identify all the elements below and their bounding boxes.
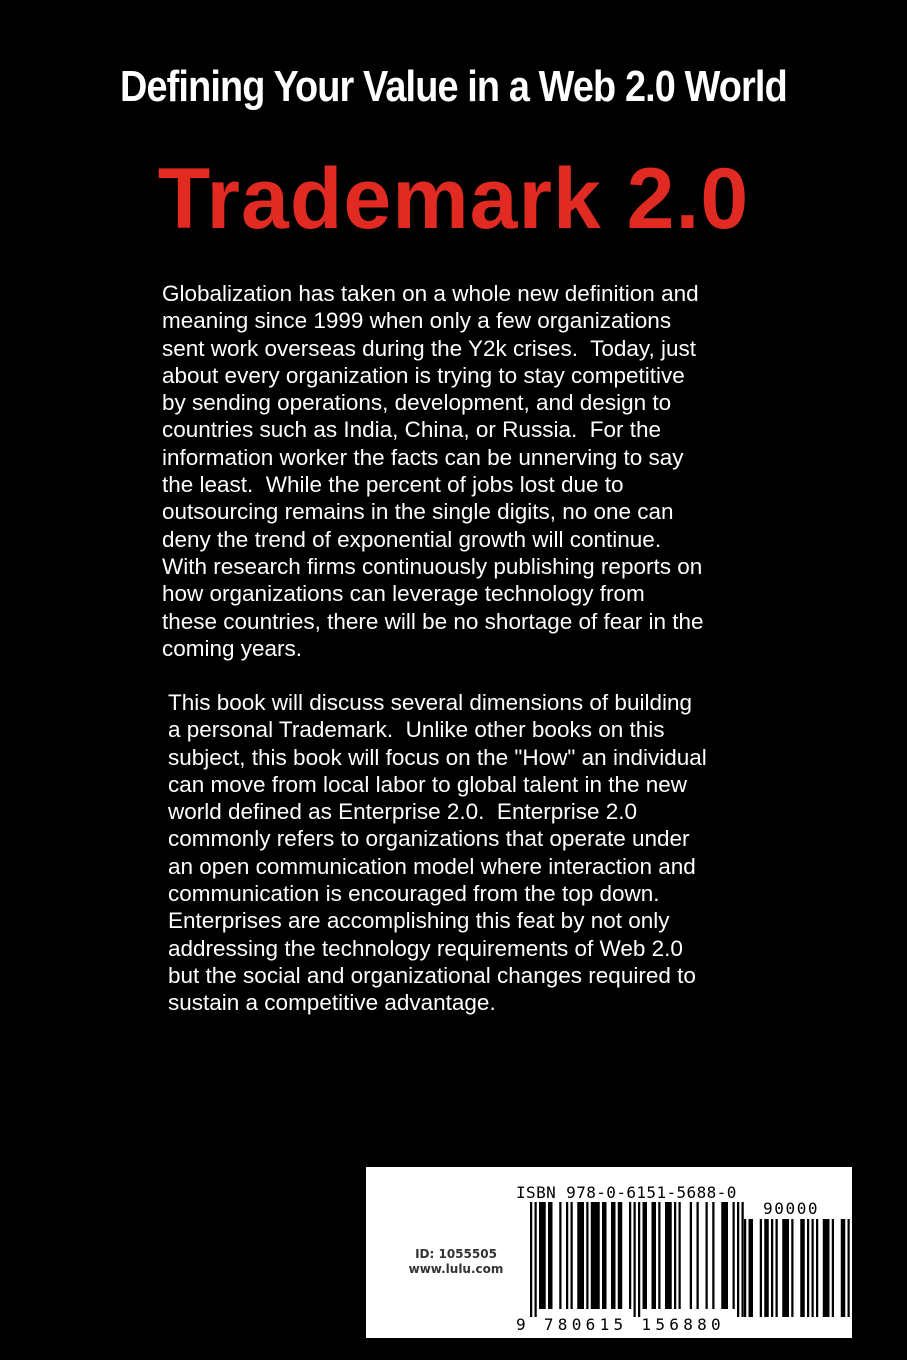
description-line: outsourcing remains in the single digits, no one can — [162, 499, 674, 525]
description-line: commonly refers to organizations that operate under — [168, 826, 690, 852]
description-line: information worker the facts can be unnerving to say — [162, 444, 684, 470]
description-line: an open communication model where interaction and — [168, 853, 696, 879]
barcode-bar — [749, 1219, 754, 1317]
barcode-bar — [712, 1202, 714, 1309]
barcode-bar — [548, 1202, 553, 1309]
barcode-bar — [771, 1219, 773, 1317]
description-line: Enterprises are accomplishing this feat by not only — [168, 908, 670, 934]
description-line: With research firms continuously publishing reports on — [162, 553, 703, 579]
description-line: the least. While the percent of jobs lost due to — [162, 472, 624, 498]
barcode-bar — [823, 1219, 830, 1317]
barcode-bar — [733, 1202, 735, 1309]
barcode-bar — [816, 1219, 818, 1317]
description-line: This book will discuss several dimensions of building — [168, 690, 692, 715]
barcode-bar — [602, 1202, 607, 1309]
description-line: countries such as India, China, or Russia. For the — [162, 417, 661, 443]
barcode-bar — [742, 1202, 744, 1317]
description-line: but the social and organizational changes required to — [168, 962, 696, 988]
barcode-bar — [559, 1202, 561, 1309]
barcode-bar — [629, 1202, 631, 1309]
barcode-bar — [791, 1219, 793, 1317]
description-line: deny the trend of exponential growth will continue. — [162, 526, 662, 552]
barcode-bar — [638, 1202, 640, 1317]
description-line: how organizations can leverage technology from — [162, 581, 645, 607]
barcode-bar — [737, 1202, 739, 1317]
barcode-bar — [841, 1219, 846, 1317]
description-line: meaning since 1999 when only a few organizations — [162, 308, 672, 334]
barcode-bar — [721, 1202, 728, 1309]
lulu-website: www.lulu.com — [408, 1262, 504, 1276]
barcode-bar — [535, 1202, 537, 1317]
description-paragraph-1 — [162, 280, 762, 662]
description-line: Globalization has taken on a whole new definition and — [162, 281, 699, 306]
description-line: these countries, there will be no shortage of fear in the — [162, 608, 704, 634]
description-line: coming years. — [162, 635, 303, 661]
barcode-bars — [366, 1167, 852, 1338]
barcode-bar — [634, 1202, 636, 1317]
description-line: subject, this book will focus on the "How" an individual — [168, 744, 707, 770]
description-paragraph-2 — [168, 689, 768, 1017]
barcode-bar — [665, 1202, 672, 1309]
description-line: sustain a competitive advantage. — [168, 990, 496, 1016]
barcode-bar — [832, 1219, 834, 1317]
book-title: Trademark 2.0 — [157, 151, 750, 247]
description-line: a personal Trademark. Unlike other books on this — [168, 717, 665, 743]
barcode-bar — [652, 1202, 657, 1309]
barcode-bar — [848, 1219, 850, 1317]
barcode-bar — [591, 1202, 600, 1309]
description-line: can move from local labor to global talent in the new — [168, 771, 688, 797]
barcode-bar — [611, 1202, 616, 1309]
barcode-bar — [539, 1202, 546, 1309]
description-line: by sending operations, development, and design to — [162, 390, 672, 416]
barcode-bar — [697, 1202, 699, 1309]
barcode-bar — [800, 1219, 805, 1317]
barcode-bar — [776, 1219, 778, 1317]
barcode-bar — [566, 1202, 568, 1309]
barcode-bar — [679, 1202, 681, 1309]
barcode-bar — [658, 1202, 660, 1309]
tagline: Defining Your Value in a Web 2.0 World — [120, 62, 787, 111]
barcode-bar — [530, 1202, 532, 1317]
barcode-bar — [744, 1219, 746, 1317]
description-line: about every organization is trying to stay competitive — [162, 362, 685, 388]
addon-digits: 90000 — [763, 1199, 820, 1218]
description-line: sent work overseas during the Y2k crises. Today, just — [162, 335, 697, 361]
description-line: communication is encouraged from the top down. — [168, 881, 660, 907]
barcode-bar — [782, 1219, 789, 1317]
lulu-id: ID: 1055505 — [415, 1247, 497, 1261]
barcode-bar — [807, 1219, 809, 1317]
barcode-bar — [571, 1202, 573, 1309]
barcode-bar — [643, 1202, 648, 1309]
description-line: addressing the technology requirements of Web 2.0 — [168, 935, 683, 961]
barcode-bar — [706, 1202, 708, 1309]
barcode-bar — [577, 1202, 584, 1309]
barcode-bar — [618, 1202, 623, 1309]
barcode-bar — [760, 1219, 762, 1317]
barcode-label — [366, 1167, 852, 1338]
isbn-text: ISBN 978-0-6151-5688-0 — [516, 1183, 737, 1202]
barcode-bar — [764, 1219, 769, 1317]
barcode-bar — [690, 1202, 692, 1309]
barcode-bar — [812, 1219, 814, 1317]
description-line: world defined as Enterprise 2.0. Enterprise 2.0 — [168, 799, 638, 825]
barcode-bar — [674, 1202, 676, 1309]
ean-digits: 9 780615 156880 — [516, 1315, 725, 1334]
barcode-bar — [586, 1202, 588, 1309]
